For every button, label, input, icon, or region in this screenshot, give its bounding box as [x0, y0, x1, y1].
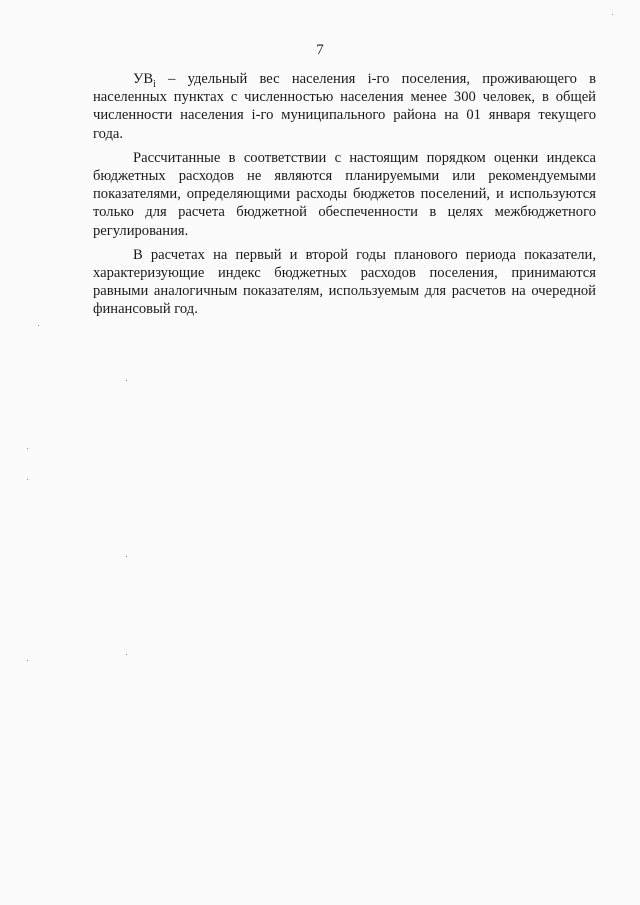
- scan-speck: [126, 556, 127, 557]
- variable-name: УВ: [133, 71, 154, 87]
- scan-speck: [126, 380, 127, 381]
- scan-speck: [38, 325, 39, 326]
- scan-speck: [612, 14, 613, 15]
- definition-text: – удельный вес населения i-го поселения, проживающего в населенных пунктах с численностью населения менее 300 человек, в общей численности населения i-го муниципального района на 01 января текущего года.: [93, 71, 596, 142]
- page-number: 7: [316, 42, 324, 58]
- document-body: [93, 70, 596, 325]
- scan-speck: [27, 660, 28, 661]
- scan-speck: [27, 479, 28, 480]
- scan-speck: [126, 654, 127, 655]
- paragraph-definition: [93, 70, 596, 143]
- variable-subscript: i: [153, 78, 156, 90]
- paragraph-calculated-indices: Рассчитанные в соответствии с настоящим порядком оценки индекса бюджетных расходов не являются планируемыми или рекомендуемыми показателями, определяющими расходы бюджетов поселений, и используются только для расчета бюджетной обеспеченности в целях межбюджетного регулирования.: [93, 149, 596, 239]
- variable-symbol: [93, 71, 156, 90]
- paragraph-planning-period: В расчетах на первый и второй годы планового периода показатели, характеризующие индекс бюджетных расходов поселения, принимаются равными аналогичным показателям, используемым для расчетов на очередной финансовый год.: [93, 246, 596, 318]
- scan-speck: [27, 448, 28, 449]
